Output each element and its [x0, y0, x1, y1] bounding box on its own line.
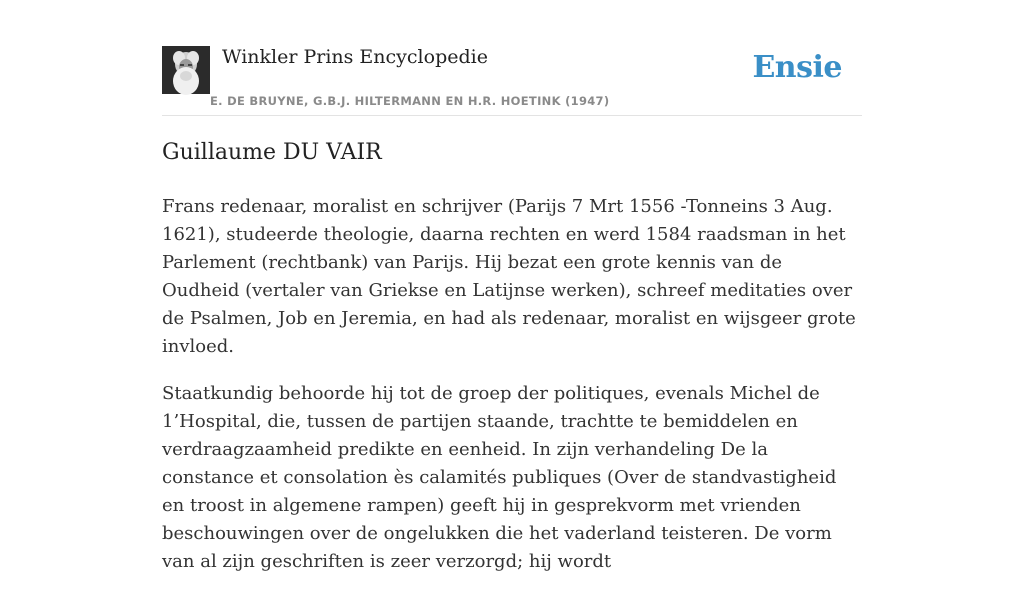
article-title: Guillaume DU VAIR	[162, 140, 382, 165]
bearded-man-portrait-icon	[162, 46, 210, 94]
source-title[interactable]: Winkler Prins Encyclopedie	[222, 46, 488, 68]
brand-logo[interactable]: Ensie	[752, 50, 842, 85]
article-body	[162, 193, 862, 595]
source-header	[162, 0, 862, 116]
content-container	[162, 0, 862, 165]
avatar[interactable]	[162, 46, 210, 94]
article-paragraph: Staatkundig behoorde hij tot de groep der politiques, evenals Michel de 1’Hospital, die, tussen de partijen staande, trachtte te bemiddelen en verdraagzaamheid predikte en eenheid. In zijn verhandeling De la constance et consolation ès calamités publiques (Over de standvastigheid en troost in algemene rampen) geeft hij in gesprekvorm met vrienden beschouwingen over de ongelukken die het vaderland teisteren. De vorm van al zijn geschriften is zeer verzorgd; hij wordt	[162, 383, 837, 572]
article-paragraph: Frans redenaar, moralist en schrijver (Parijs 7 Mrt 1556 -Tonneins 3 Aug. 1621), studeerde theologie, daarna rechten en werd 1584 raadsman in het Parlement (rechtbank) van Parijs. Hij bezat een grote kennis van de Oudheid (vertaler van Griekse en Latijnse werken), schreef meditaties over de Psalmen, Job en Jeremia, en had als redenaar, moralist en wijsgeer grote invloed.	[162, 196, 856, 357]
source-authors: E. DE BRUYNE, G.B.J. HILTERMANN EN H.R. HOETINK (1947)	[210, 94, 610, 108]
